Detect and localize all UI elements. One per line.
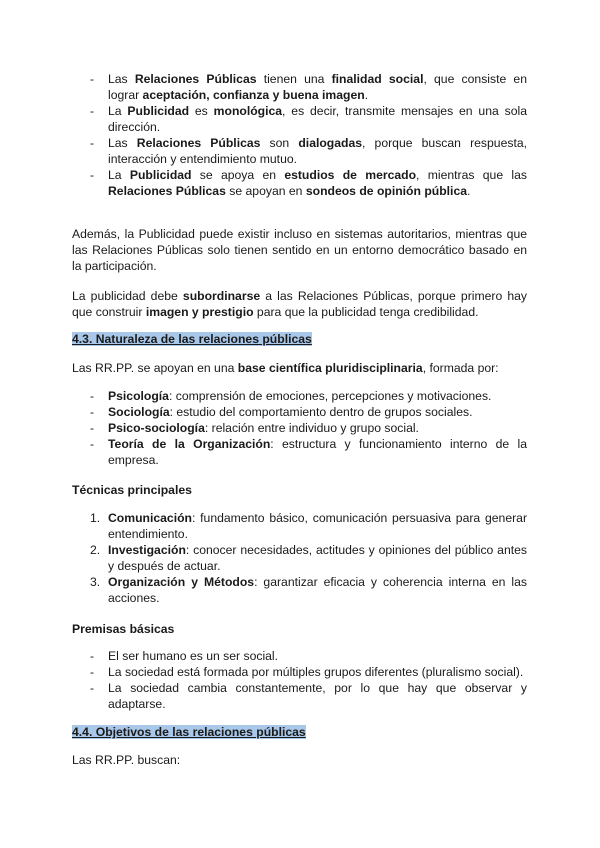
text-run: La: [108, 104, 128, 118]
section-heading-4-4: [72, 724, 527, 740]
text-run: para que la publicidad tenga credibilidad.: [253, 305, 479, 319]
text-run: : garantizar eficacia y coherencia interna en las acciones.: [108, 575, 527, 605]
bold-text: Sociología: [108, 405, 170, 419]
paragraph-democracy: [72, 226, 527, 274]
techniques-list: [72, 510, 527, 606]
text-run: , es decir, transmite mensajes en una sola dirección.: [108, 104, 527, 134]
list-number: 1.: [90, 511, 101, 525]
section-heading-4-3: [72, 331, 527, 347]
list-item: [72, 664, 527, 680]
paragraph-base-cientifica: [72, 360, 527, 376]
subheading-text: Técnicas principales: [72, 483, 192, 497]
bold-text: base científica pluridisciplinaria: [237, 361, 423, 375]
bold-text: Psico-sociología: [108, 421, 205, 435]
list-item: [72, 135, 527, 167]
bold-text: Teoría de la Organización: [108, 437, 271, 451]
bold-text: Relaciones Públicas: [108, 184, 226, 198]
text-run: El ser humano es un ser social.: [108, 649, 279, 663]
bold-text: Psicología: [108, 389, 169, 403]
text-run: se apoya en: [191, 168, 285, 182]
text-run: , que consiste en lograr: [108, 72, 527, 102]
subheading-premisas: [72, 621, 527, 637]
text-run: son: [260, 136, 299, 150]
list-item: [72, 71, 527, 103]
text-run: se apoyan en: [225, 184, 306, 198]
list-item: [72, 648, 527, 664]
bold-text: dialogadas: [298, 136, 363, 150]
text-run: : relación entre individuo y grupo social.: [204, 421, 419, 435]
text-run: .: [467, 184, 471, 198]
list-item: [72, 542, 527, 574]
bold-text: subordinarse: [182, 289, 261, 303]
bold-text: Publicidad: [129, 168, 192, 182]
list-item: [72, 388, 527, 404]
comparison-list: [72, 71, 527, 199]
list-item: [72, 436, 527, 468]
text-run: La publicidad debe: [72, 289, 183, 303]
text-run: .: [364, 88, 369, 102]
list-item: [72, 103, 527, 135]
bold-text: Publicidad: [127, 104, 190, 118]
text-run: Además, la Publicidad puede existir incluso en sistemas autoritarios, mientras que las Relaciones Públicas solo tienen sentido en un entorno democrático basado en la participación.: [72, 227, 527, 273]
bold-text: finalidad social: [331, 72, 424, 86]
text-run: Las: [108, 136, 137, 150]
text-run: , porque buscan respuesta, interacción y entendimiento mutuo.: [108, 136, 527, 166]
list-item: [72, 420, 527, 436]
heading-text: 4.3. Naturaleza de las relaciones públicas: [72, 332, 312, 346]
list-number: 3.: [90, 575, 101, 589]
bold-text: monológica: [213, 104, 283, 118]
list-item: [72, 680, 527, 712]
premises-list: [72, 648, 527, 712]
bold-text: estudios de mercado: [284, 168, 417, 182]
disciplines-list: [72, 388, 527, 468]
text-run: Las RR.PP. buscan:: [72, 753, 181, 767]
list-item: [72, 510, 527, 542]
bold-text: Relaciones Públicas: [136, 136, 261, 150]
bold-text: Relaciones Públicas: [134, 72, 257, 86]
text-run: es: [189, 104, 214, 118]
text-run: Las RR.PP. se apoyan en una: [72, 361, 238, 375]
bold-text: aceptación, confianza y buena imagen: [142, 88, 365, 102]
paragraph-buscan: [72, 752, 527, 768]
text-run: , formada por:: [422, 361, 499, 375]
heading-text: 4.4. Objetivos de las relaciones públicas: [72, 725, 306, 739]
list-item: [72, 167, 527, 199]
text-run: La: [108, 168, 130, 182]
bold-text: sondeos de opinión pública: [305, 184, 467, 198]
text-run: tienen una: [256, 72, 332, 86]
bold-text: Comunicación: [108, 511, 192, 525]
subheading-text: Premisas básicas: [72, 622, 175, 636]
text-run: Las: [108, 72, 135, 86]
text-run: : estudio del comportamiento dentro de grupos sociales.: [169, 405, 473, 419]
subheading-tecnicas: [72, 482, 527, 498]
text-run: La sociedad cambia constantemente, por lo que hay que observar y adaptarse.: [108, 681, 527, 711]
bold-text: Organización y Métodos: [108, 575, 255, 589]
bold-text: imagen y prestigio: [145, 305, 254, 319]
list-number: 2.: [90, 543, 101, 557]
text-run: : conocer necesidades, actitudes y opiniones del público antes y después de actuar.: [108, 543, 527, 573]
list-item: [72, 404, 527, 420]
text-run: : estructura y funcionamiento interno de la empresa.: [108, 437, 527, 467]
text-run: : fundamento básico, comunicación persuasiva para generar entendimiento.: [108, 511, 527, 541]
bold-text: Investigación: [108, 543, 186, 557]
text-run: a las Relaciones Públicas, porque primero hay que construir: [72, 289, 527, 319]
text-run: , mientras que las: [416, 168, 527, 182]
text-run: : comprensión de emociones, percepciones y motivaciones.: [168, 389, 492, 403]
text-run: La sociedad está formada por múltiples grupos diferentes (pluralismo social).: [108, 665, 524, 679]
list-item: [72, 574, 527, 606]
paragraph-subordination: [72, 288, 527, 320]
